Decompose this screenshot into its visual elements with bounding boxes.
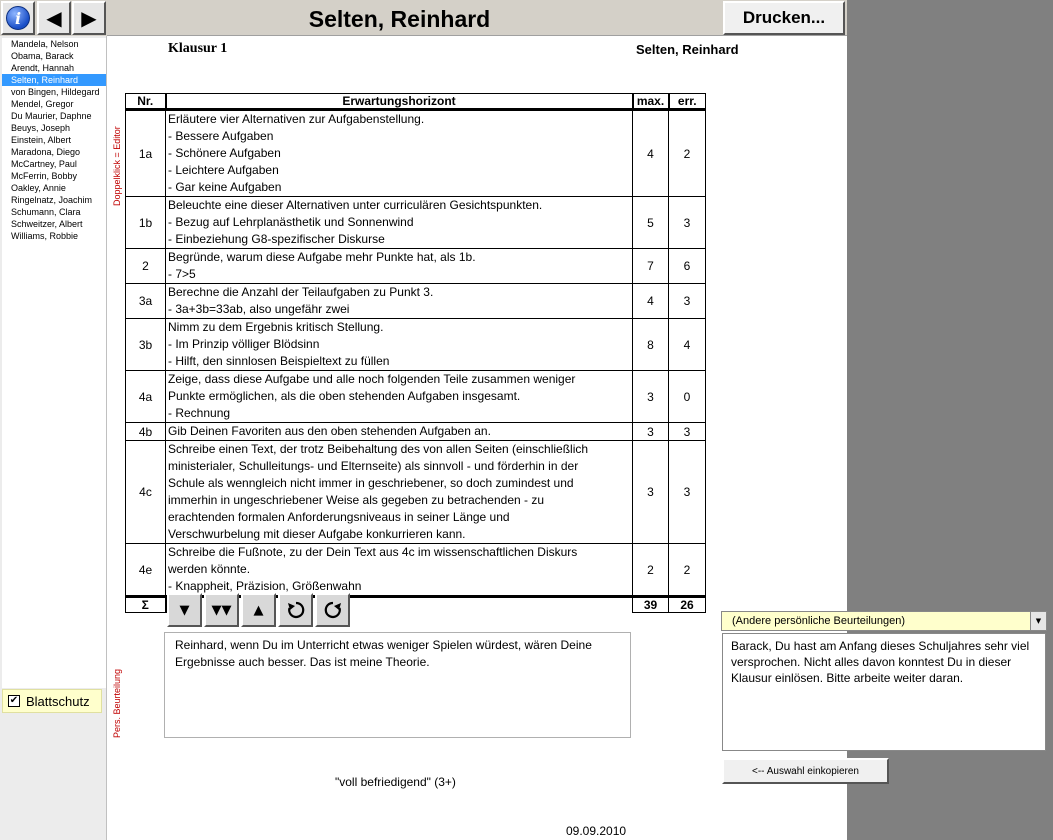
student-list-item[interactable]: Williams, Robbie [11,231,79,241]
task-description[interactable] [166,423,633,441]
blattschutz-label: Blattschutz [26,693,90,709]
earned-points[interactable]: 0 [669,371,706,423]
max-points: 4 [633,110,669,197]
task-number: 4e [126,544,166,597]
earned-points[interactable]: 4 [669,319,706,371]
task-line: werden könnte. [168,562,251,576]
task-line: Nimm zu dem Ergebnis kritisch Stellung. [168,320,384,334]
earned-points[interactable]: 3 [669,441,706,544]
task-line: Schreibe einen Text, der trotz Beibehaltung des von allen Seiten (einschließlich [168,442,589,456]
sum-err: 26 [669,597,706,613]
personal-assessment-label: Pers. Beurteilung [112,668,122,738]
table-row [126,284,706,319]
student-list-item[interactable]: Ringelnatz, Joachim [11,195,93,205]
task-description[interactable] [166,441,633,544]
table-row [126,249,706,284]
student-list-item[interactable]: Selten, Reinhard [2,74,106,86]
student-list-item[interactable]: von Bingen, Hildegard [11,87,100,97]
task-description[interactable] [166,544,633,597]
header-err: err. [669,94,706,110]
task-line: immerhin in ungeschriebener Weise als gegeben zu betrachenden - zu [168,493,545,507]
student-list-item[interactable]: Schumann, Clara [11,207,81,217]
previous-student-button[interactable] [37,1,71,35]
table-row [126,371,706,423]
task-line: - Bezug auf Lehrplanästhetik und Sonnenwind [168,215,414,229]
student-list-item[interactable]: Maradona, Diego [11,147,81,157]
table-row [126,319,706,371]
exam-title: Klausur 1 [168,41,228,56]
task-line: Gib Deinen Favoriten aus den oben stehenden Aufgaben an. [168,424,491,438]
task-line: - 3a+3b=33ab, also ungefähr zwei [168,302,350,316]
rotate-cw-icon [323,600,343,620]
max-points: 3 [633,371,669,423]
earned-points[interactable]: 2 [669,110,706,197]
task-line: - Hilft, den sinnlosen Beispieltext zu füllen [168,354,390,368]
task-number: 4a [126,371,166,423]
arrow-left-icon: ◀ [46,6,62,30]
max-points: 2 [633,544,669,597]
page-title: Selten, Reinhard [308,6,491,32]
task-number: 4c [126,441,166,544]
task-number: 3a [126,284,166,319]
editor-hint-label: Doppelklick = Editor [112,126,122,206]
earned-points[interactable]: 3 [669,284,706,319]
grade-result: "voll befriedigend" (3+) [335,775,456,789]
info-icon: i [6,6,30,30]
task-number: 1b [126,197,166,249]
task-line: - Gar keine Aufgaben [168,180,282,194]
other-assessment-text[interactable]: Barack, Du hast am Anfang dieses Schuljahres sehr viel versprochen. Nicht alles davon konntest Du in dieser Klausur einlösen. Bitte arbeite weiter daran. [722,633,1046,751]
task-line: Begründe, warum diese Aufgabe mehr Punkte hat, als 1b. [168,250,476,264]
task-description[interactable] [166,284,633,319]
table-row [126,441,706,544]
sum-symbol: Σ [126,597,166,613]
task-line: Erläutere vier Alternativen zur Aufgabenstellung. [168,112,425,126]
blattschutz-checkbox[interactable]: ✔ [9,695,19,706]
student-list-item[interactable]: Arendt, Hannah [11,63,75,73]
task-line: Punkte ermöglichen, als die oben stehenden Aufgaben insgesamt. [168,389,521,403]
max-points: 3 [633,441,669,544]
earned-points[interactable]: 6 [669,249,706,284]
table-row [126,197,706,249]
student-list-item[interactable]: Mendel, Gregor [11,99,74,109]
triangle-up-icon: ▲ [253,602,264,618]
task-number: 3b [126,319,166,371]
task-line: - Knappheit, Präzision, Größenwahn [168,579,362,593]
student-list-item[interactable]: Beuys, Joseph [11,123,71,133]
task-number: 2 [126,249,166,284]
table-row [126,110,706,197]
student-list-item[interactable]: Oakley, Annie [11,183,66,193]
earned-points[interactable]: 3 [669,197,706,249]
personal-comment-box[interactable]: Reinhard, wenn Du im Unterricht etwas weniger Spielen würdest, wären Deine Ergebnisse auch besser. Das ist meine Theorie. [164,632,631,738]
header-horizon: Erwartungshorizont [166,94,633,110]
exam-date: 09.09.2010 [566,824,627,838]
print-button[interactable]: Drucken... [723,1,845,35]
next-student-button[interactable] [72,1,106,35]
student-list[interactable] [2,38,106,688]
chevron-down-icon[interactable]: ▼ [1030,612,1046,630]
task-line: Beleuchte eine dieser Alternativen unter curriculären Gesichtspunkten. [168,198,543,212]
task-line: - Im Prinzip völliger Blödsinn [168,337,320,351]
max-points: 4 [633,284,669,319]
triangle-down-icon: ▼ [179,602,190,618]
task-number: 4b [126,423,166,441]
table-row [126,544,706,597]
sum-max: 39 [633,597,669,613]
student-list-item[interactable]: McCartney, Paul [11,159,77,169]
task-line: erachtenden formalen Anforderungsniveaus in seiner Länge und [168,510,510,524]
task-line: Schreibe die Fußnote, zu der Dein Text aus 4c im wissenschaftlichen Diskurs [168,545,578,559]
task-description[interactable] [166,319,633,371]
earned-points[interactable]: 3 [669,423,706,441]
sidebar [0,36,107,840]
rotate-ccw-icon [286,600,306,620]
max-points: 5 [633,197,669,249]
task-description[interactable] [166,110,633,197]
task-line: - Schönere Aufgaben [168,146,281,160]
undo-button[interactable] [278,593,313,627]
max-points: 3 [633,423,669,441]
student-list-item[interactable]: Du Maurier, Daphne [11,111,92,121]
task-line: - Rechnung [168,406,231,420]
task-description[interactable] [166,197,633,249]
task-line: - 7>5 [168,267,196,281]
double-triangle-down-icon: ▼▼ [211,602,232,618]
sort-up-button[interactable] [241,593,276,627]
sort-double-down-button[interactable] [204,593,239,627]
student-list-item[interactable]: Obama, Barack [11,51,74,61]
student-name: Selten, Reinhard [636,42,739,57]
student-list-item[interactable]: Mandela, Nelson [11,39,79,49]
task-line: Schule als wenngleich nicht immer in geschriebener, so doch zumindest und [168,476,574,490]
redo-button[interactable] [315,593,350,627]
max-points: 8 [633,319,669,371]
info-button[interactable] [1,1,35,35]
task-line: - Bessere Aufgaben [168,129,274,143]
student-list-item[interactable]: McFerrin, Bobby [11,171,78,181]
title-bar [107,0,847,36]
header-nr: Nr. [126,94,166,110]
arrow-right-icon: ▶ [81,6,97,30]
header-max: max. [633,94,669,110]
sort-down-button[interactable] [167,593,202,627]
task-line: Berechne die Anzahl der Teilaufgaben zu Punkt 3. [168,285,434,299]
task-line: Verschwurbelung mit dieser Aufgabe konkurrieren kann. [168,527,466,541]
max-points: 7 [633,249,669,284]
sort-toolbar [167,593,350,627]
task-line: - Einbeziehung G8-spezifischer Diskurse [168,232,385,246]
task-number: 1a [126,110,166,197]
copy-selection-button[interactable]: <-- Auswahl einkopieren [722,758,889,784]
task-line: Zeige, dass diese Aufgabe und alle noch folgenden Teile zusammen weniger [168,372,576,386]
table-row [126,423,706,441]
student-list-item[interactable]: Schweitzer, Albert [11,219,83,229]
grading-table [125,93,706,613]
assessments-dropdown-value: (Andere persönliche Beurteilungen) [732,615,906,627]
earned-points[interactable]: 2 [669,544,706,597]
assessments-dropdown[interactable] [721,611,1047,631]
blattschutz-toggle[interactable] [2,689,102,713]
task-description[interactable] [166,249,633,284]
student-list-item[interactable]: Einstein, Albert [11,135,72,145]
task-description[interactable] [166,371,633,423]
task-line: ministerialer, Schulleitungs- und Elternseite) als sinnvoll - und förderhin in der [168,459,579,473]
navigation-toolbar [0,0,107,36]
task-line: - Leichtere Aufgaben [168,163,279,177]
